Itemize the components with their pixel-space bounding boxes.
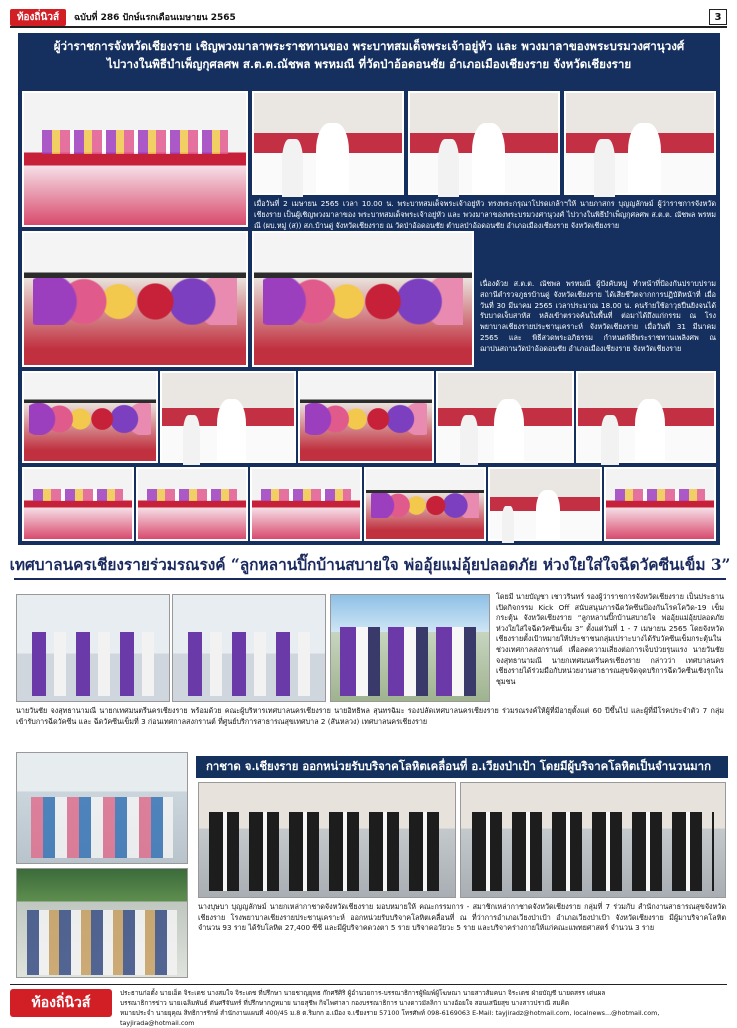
- photo-wreath-placement-4: [436, 371, 574, 463]
- photo-elderly-waiting: [16, 868, 188, 978]
- photo-blood-donation-group-2: [460, 782, 726, 898]
- masthead-logo: ท้องถิ่นิวส์: [10, 9, 66, 26]
- photo-altar-1: [22, 467, 134, 541]
- photo-wreath-placement-1: [22, 371, 158, 463]
- page-number: 3: [709, 9, 727, 25]
- footer-credits-line3: หมายประจำ นายยุคุณ สิทธิการรักษ์ สำนักงานแผนที่ 400/45 ม.8 ต.ริมกก อ.เมือง จ.เชียงราย 57100 โทรศัพท์ 098-6169063 E-Mail: tayjiradz@hotmail.com, localnews...@hotmail.com, tayjirada@hotmail.com: [120, 1009, 660, 1027]
- photo-altar-4: [604, 467, 716, 541]
- photo-governor-saluting: [564, 91, 716, 195]
- photo-blood-donation-group-1: [198, 782, 456, 898]
- section2-paragraph-right: โดยมี นายบัญชา เชาวรินทร์ รองผู้ว่าราชการจังหวัดเชียงราย เป็นประธานเปิดกิจกรรม Kick Off สนับสนุนการฉีดวัคซีนป้องกันโรคโควิด-19 เข็มกระตุ้น จังหวัดเชียงราย “ลูกหลานปิ๊กบ้านสบายใจ พ่ออุ้ยแม่อุ้ยปลอดภัย ห่วงใยใส่ใจฉีดวัคซีนเข็ม 3” ตั้งแต่วันที่ 1 - 7 เมษายน 2565 โดยจังหวัดเชียงรายตั้งเป้าหมายให้ประชาชนกลุ่มเปราะบางได้รับวัคซีนเข็มกระตุ้นในช่วงเทศกาลสงกรานต์ เพื่อลดความเสี่ยงต่อการเจ็บป่วยรุนแรง นายวันชัย จงสุทธานามณี นายกเทศมนตรีนครเชียงราย กล่าวว่า เทศบาลนครเชียงรายได้ร่วมมือกับหน่วยงานสาธารณสุขจัดจุดบริการฉีดวัคซีนเชิงรุกในชุมชน: [496, 592, 724, 686]
- section1-headline-line1: ผู้ว่าราชการจังหวัดเชียงราย เชิญพวงมาลาพระราชทานของ พระบาทสมเด็จพระเจ้าอยู่หัว และ พวงมาลาของพระบรมวงศานุวงศ์: [53, 39, 685, 53]
- photo-wreaths-row-1: [22, 231, 248, 367]
- photo-officials-outdoor: [330, 594, 490, 702]
- section2-headline: เทศบาลนครเชียงรายร่วมรณรงค์ “ลูกหลานปิ๊กบ้านสบายใจ พ่ออุ้ยแม่อุ้ยปลอดภัย ห่วงใยใส่ใจฉีดวัคซีนเข็ม 3”: [9, 555, 731, 574]
- footer-credits: [120, 988, 727, 1027]
- section2-divider: [14, 578, 726, 580]
- section1-headline-line2: ไปวางในพิธีบำเพ็ญกุศลศพ ส.ต.ต.ณัชพล พรหมณี ที่วัดป่าอ้อดอนชัย อำเภอเมืองเชียงราย จังหวัดเชียงราย: [106, 57, 632, 71]
- wreath-ceremony-section: [18, 33, 720, 545]
- footer-credits-line1: ประธานก่อตั้ง นายเอ็ด จิระเดช นางสมใจ จิระเดช ที่ปรึกษา นายชาญยุทธ ก๊กศรีศิริ ผู้อำนวยการ-บรรณาธิการผู้พิมพ์ผู้โฆษณา นายสาวส้มคนา จิระเดช ฝ่ายบัญชี นายดสรร เด่นผล: [120, 989, 606, 997]
- section2-paragraph-bottom: นายวันชัย จงสุทธานามณี นายกเทศมนตรีนครเชียงราย พร้อมด้วย คณะผู้บริหารเทศบาลนครเชียงราย นายอิทธิพล สุนทรฉิมะ รองปลัดเทศบาลนครเชียงราย ร่วมรณรงค์ให้ผู้ที่มีอายุตั้งแต่ 60 ปีขึ้นไป และผู้ที่มีโรคประจำตัว 7 กลุ่ม เข้ารับการฉีดวัคซีน และ ฉีดวัคซีนเข็มที่ 3 ก่อนเทศกาลสงกรานต์ ที่ศูนย์บริการสาธารณสุขเทศบาล 2 (สันหลวง) เทศบาลนครเชียงราย: [16, 706, 724, 726]
- footer: [10, 984, 727, 1027]
- photo-portrait-shrine: [364, 467, 486, 541]
- photo-vaccination-desk: [16, 752, 188, 864]
- photo-wreath-placement-2: [160, 371, 296, 463]
- section3-headline: กาชาด จ.เชียงราย ออกหน่วยรับบริจาคโลหิตเคลื่อนที่ อ.เวียงป่าเป้า โดยมีผู้บริจาคโลหิตเป็นจำนวนมาก: [196, 756, 728, 778]
- photo-wreaths-row-2: [252, 231, 474, 367]
- section1-paragraph-2: เนื่องด้วย ส.ต.ต. ณัชพล พรหมณี ผู้บังคับหมู่ ทำหน้าที่ป้องกันปราบปราม สถานีตำรวจภูธรบ้านดู่ จังหวัดเชียงราย ได้เสียชีวิตจากการปฏิบัติหน้าที่ เมื่อวันที่ 30 มีนาคม 2565 เวลาประมาณ 18.00 น. คนร้ายใช้อาวุธปืนยิงจนได้รับบาดเจ็บสาหัส หลังเข้าตรวจค้นในพื้นที่ ต่อมาได้ถึงแก่กรรม ณ โรงพยาบาลเชียงรายประชานุเคราะห์ จังหวัดเชียงราย เมื่อวันที่ 31 มีนาคม 2565 และ พิธีสวดพระอภิธรรม กำหนดพิธีพระราชทานเพลิงศพ ณ ฌาปนสถานวัดป่าอ้อดอนชัย อำเภอเมืองเชียงราย จังหวัดเชียงราย: [480, 279, 716, 353]
- photo-family-group: [488, 467, 602, 541]
- section3-paragraph: นางบุษบา บุญญลักษม์ นายกเหล่ากาชาดจังหวัดเชียงราย มอบหมายให้ คณะกรรมการ - สมาชิกเหล่ากาชาดจังหวัดเชียงราย กลุ่มที่ 7 ร่วมกับ สำนักงานสาธารณสุขจังหวัดเชียงราย โรงพยาบาลเชียงรายประชานุเคราะห์ ออกหน่วยรับบริจาคโลหิตเคลื่อนที่ ณ ที่ว่าการอำเภอเวียงป่าเป้า อำเภอเวียงป่าเป้า จังหวัดเชียงราย มีผู้มาบริจาคโลหิต จำนวน 93 ราย ได้รับโลหิต 27,400 ซีซี และมีผู้บริจาคดวงตา 5 ราย บริจาคอวัยวะ 5 ราย และบริจาคร่างกายให้แก่คณะแพทยศาสตร์ จำนวน 3 ราย: [198, 902, 726, 933]
- section1-headline: [18, 37, 720, 73]
- section1-paragraph-1: เมื่อวันที่ 2 เมษายน 2565 เวลา 10.00 น. พระบาทสมเด็จพระเจ้าอยู่หัว ทรงพระกรุณาโปรดเกล้าฯให้ นายภาสกร บุญญลักษม์ ผู้ว่าราชการจังหวัดเชียงราย เป็นผู้เชิญพวงมาลาของ พระบาทสมเด็จพระเจ้าอยู่หัว และ พวงมาลาของพระบรมวงศานุวงศ์ ไปวางในพิธีบำเพ็ญกุศลศพ ส.ต.ต. ณัชพล พรหมณี (ผบ.หมู่ (ส)) สภ.บ้านดู่ จังหวัดเชียงราย ณ วัดป่าอ้อดอนชัย ตำบลป่าอ้อดอนชัย อำเภอเมืองเชียงราย จังหวัดเชียงราย: [254, 199, 716, 230]
- photo-wreath-presentation: [252, 91, 404, 195]
- photo-ceremony-stage: [22, 91, 248, 227]
- photo-officials-indoor: [16, 594, 170, 702]
- masthead: [10, 8, 727, 28]
- photo-governor-walking: [408, 91, 560, 195]
- issue-info: ฉบับที่ 286 ปักษ์แรกเดือนเมษายน 2565: [74, 13, 236, 23]
- photo-wreath-placement-5: [576, 371, 716, 463]
- footer-logo: ท้องถิ่นิวส์: [10, 989, 112, 1017]
- photo-altar-2: [136, 467, 248, 541]
- footer-credits-line2: บรรณาธิการข่าว นายเฉลิมพันธ์ ดันศรีจันทร์ ที่ปรึกษากฎหมาย นายสุชีพ กิจไพศาลา กองบรรณาธิการ นางดาวมัลลิกา นางอ้อยใจ สอนเสนียสุข นางสาวปราณี สมคิด: [120, 999, 569, 1007]
- photo-wreath-placement-3: [298, 371, 434, 463]
- photo-officials-with-wheelchair: [172, 594, 326, 702]
- photo-altar-3: [250, 467, 362, 541]
